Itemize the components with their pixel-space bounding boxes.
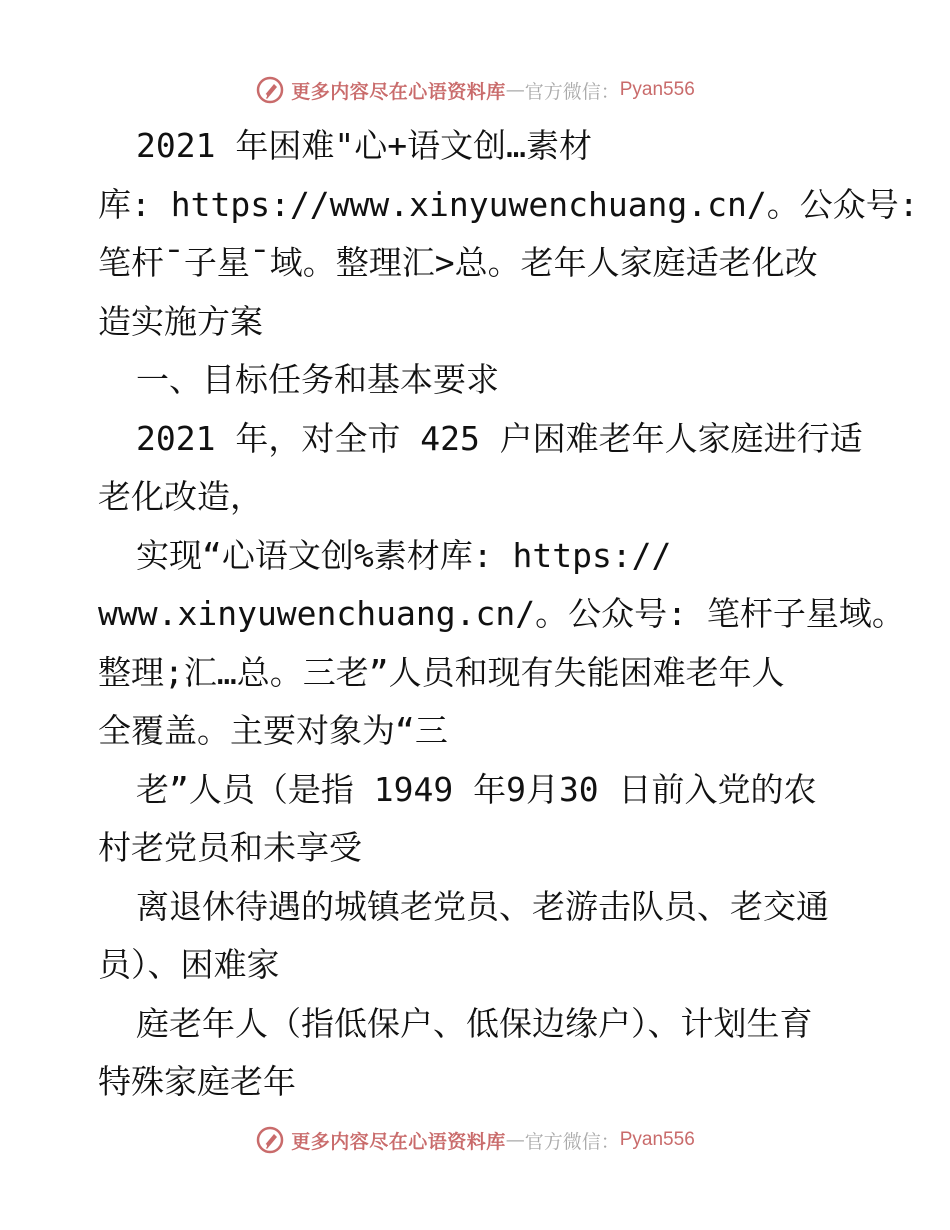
body-line: 离退休待遇的城镇老党员、老游击队员、老交通 — [136, 886, 829, 926]
watermark-label: 官方微信： — [524, 1130, 620, 1153]
header-watermark — [0, 70, 950, 110]
body-line: 笔杆¯子星¯域。整理汇>总。老年人家庭适老化改 — [98, 243, 818, 282]
body-line: www.xinyuwenchuang.cn/。公众号: 笔杆子星域。 — [98, 594, 905, 633]
body-line: 全覆盖。主要对象为“三 — [98, 711, 448, 750]
body-line: 老”人员（是指 1949 年9月30 日前入党的农 — [136, 769, 817, 809]
body-line: 2021 年困难"心+语文创…素材 — [136, 126, 592, 165]
body-line: 特殊家庭老年 — [98, 1062, 296, 1101]
body-line: 2021 年，对全市 425 户困难老年人家庭进行适 — [136, 418, 863, 458]
body-line: 整理;汇…总。三老”人员和现有失能困难老年人 — [98, 652, 785, 692]
body-line: 实现“心语文创%素材库: https:// — [136, 535, 672, 575]
body-line: 员）、困难家 — [98, 945, 280, 984]
section-heading: 一、目标任务和基本要求 — [136, 360, 499, 399]
watermark-label: 官方微信： — [524, 80, 620, 103]
pen-seal-icon — [255, 1125, 285, 1155]
watermark-separator: — — [505, 1129, 525, 1151]
body-line: 老化改造， — [98, 477, 263, 516]
watermark-separator: — — [505, 79, 525, 101]
watermark-id: Pyan556 — [619, 79, 695, 100]
body-line: 造实施方案 — [98, 301, 263, 341]
document-body — [98, 117, 919, 1112]
body-line: 库: https://www.xinyuwenchuang.cn/。公众号: — [98, 184, 919, 224]
watermark-text: 更多内容尽在心语资料库 — [291, 1130, 506, 1153]
body-line: 村老党员和未享受 — [98, 828, 362, 867]
body-line: 庭老年人（指低保户、低保边缘户）、计划生育 — [136, 1003, 813, 1043]
watermark-id: Pyan556 — [619, 1129, 695, 1150]
watermark-text: 更多内容尽在心语资料库 — [291, 80, 506, 103]
pen-seal-icon — [255, 75, 285, 105]
footer-watermark — [0, 1120, 950, 1160]
